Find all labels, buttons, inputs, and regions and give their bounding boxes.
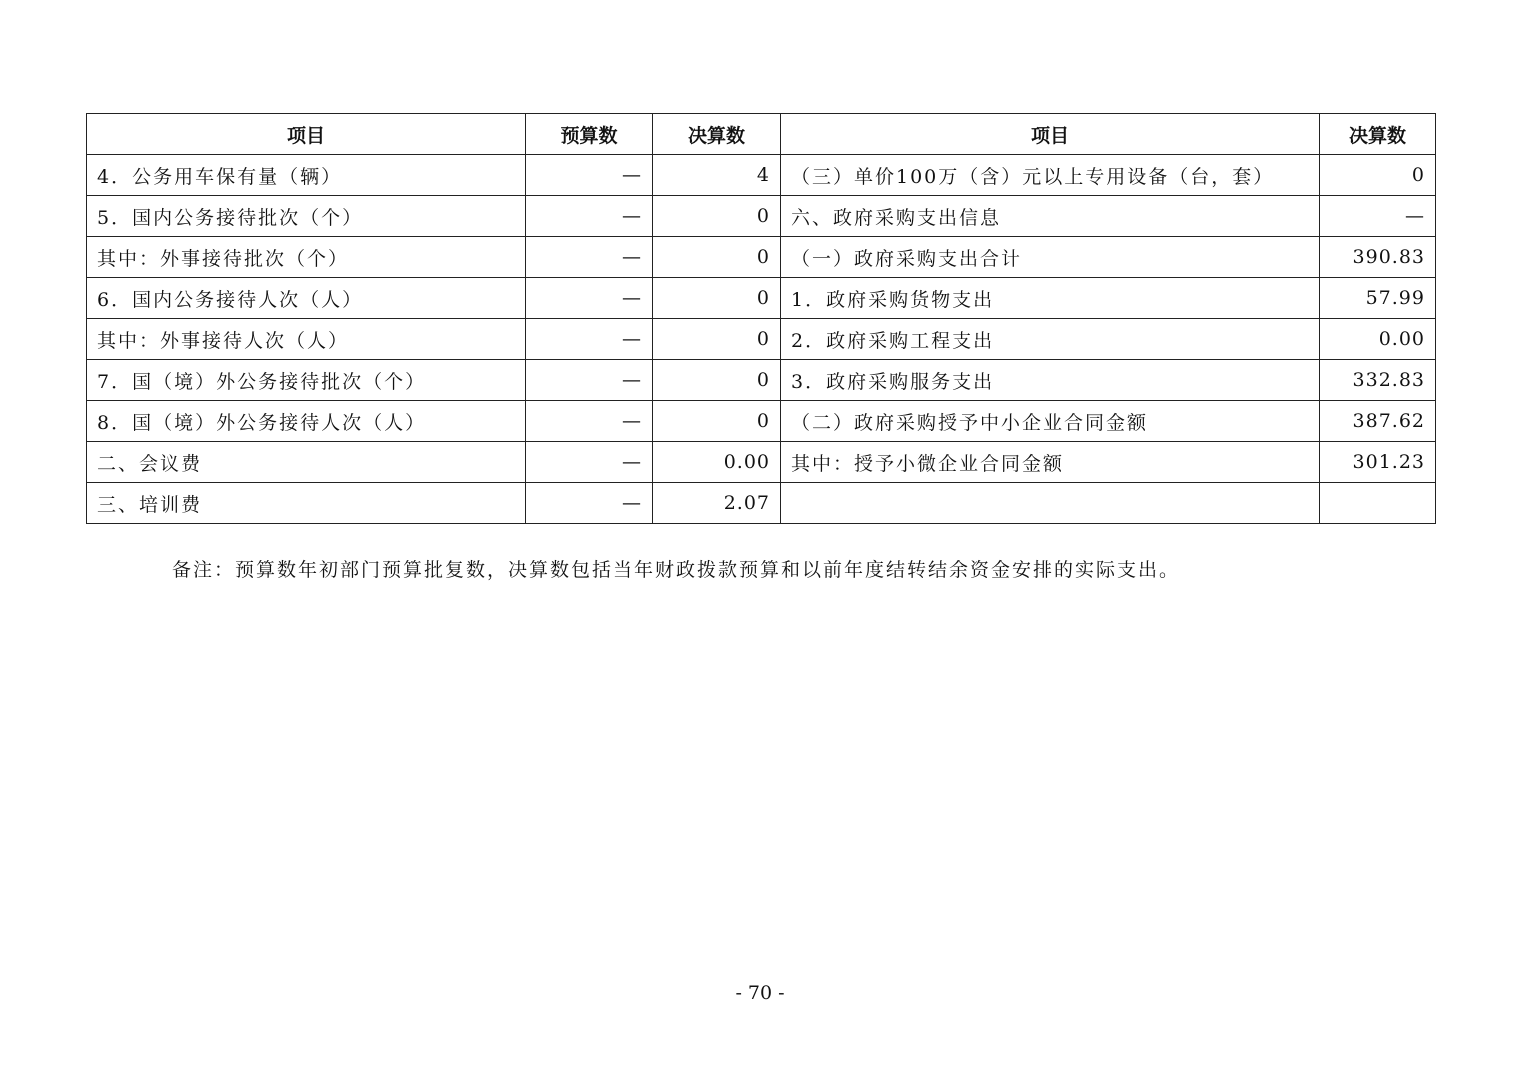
right-item-cell: 1．政府采购货物支出 (781, 278, 1320, 319)
final-cell: 0 (653, 237, 781, 278)
budget-cell: — (526, 483, 653, 524)
final-cell: 0 (653, 319, 781, 360)
left-item-cell: 5．国内公务接待批次（个） (87, 196, 526, 237)
final-cell: 4 (653, 155, 781, 196)
right-item-cell: 其中：授予小微企业合同金额 (781, 442, 1320, 483)
table-row (87, 155, 1436, 196)
left-item-cell: 6．国内公务接待人次（人） (87, 278, 526, 319)
final-cell: 0 (653, 278, 781, 319)
right-item-cell: （二）政府采购授予中小企业合同金额 (781, 401, 1320, 442)
budget-table (86, 113, 1436, 524)
left-item-cell: 二、会议费 (87, 442, 526, 483)
final-cell: 2.07 (653, 483, 781, 524)
budget-cell: — (526, 155, 653, 196)
right-final-cell: 0.00 (1320, 319, 1436, 360)
table-row (87, 278, 1436, 319)
left-item-cell: 三、培训费 (87, 483, 526, 524)
table-row (87, 319, 1436, 360)
right-final-cell: 301.23 (1320, 442, 1436, 483)
right-item-cell: 2．政府采购工程支出 (781, 319, 1320, 360)
table-row (87, 237, 1436, 278)
budget-cell: — (526, 401, 653, 442)
right-final-cell (1320, 483, 1436, 524)
right-final-cell: 0 (1320, 155, 1436, 196)
left-item-cell: 8．国（境）外公务接待人次（人） (87, 401, 526, 442)
table-row (87, 442, 1436, 483)
final-cell: 0 (653, 401, 781, 442)
budget-cell: — (526, 319, 653, 360)
right-final-cell: 332.83 (1320, 360, 1436, 401)
right-final-cell: 387.62 (1320, 401, 1436, 442)
left-item-cell: 4．公务用车保有量（辆） (87, 155, 526, 196)
footnote: 备注：预算数年初部门预算批复数，决算数包括当年财政拨款预算和以前年度结转结余资金安排的实际支出。 (172, 559, 1181, 581)
right-final-cell: — (1320, 196, 1436, 237)
table-row (87, 360, 1436, 401)
budget-cell: — (526, 278, 653, 319)
right-final-cell: 390.83 (1320, 237, 1436, 278)
budget-cell: — (526, 360, 653, 401)
right-item-cell (781, 483, 1320, 524)
left-item-cell: 7．国（境）外公务接待批次（个） (87, 360, 526, 401)
right-item-cell: （一）政府采购支出合计 (781, 237, 1320, 278)
header-budget: 预算数 (526, 114, 653, 155)
header-item-left: 项目 (87, 114, 526, 155)
table-row (87, 401, 1436, 442)
left-item-cell: 其中：外事接待批次（个） (87, 237, 526, 278)
right-item-cell: 六、政府采购支出信息 (781, 196, 1320, 237)
right-item-cell: 3．政府采购服务支出 (781, 360, 1320, 401)
table-header-row (87, 114, 1436, 155)
table-row (87, 196, 1436, 237)
header-final-left: 决算数 (653, 114, 781, 155)
budget-cell: — (526, 196, 653, 237)
header-item-right: 项目 (781, 114, 1320, 155)
final-cell: 0 (653, 196, 781, 237)
left-item-cell: 其中：外事接待人次（人） (87, 319, 526, 360)
table-row (87, 483, 1436, 524)
header-final-right: 决算数 (1320, 114, 1436, 155)
right-final-cell: 57.99 (1320, 278, 1436, 319)
right-item-cell: （三）单价100万（含）元以上专用设备（台，套） (781, 155, 1320, 196)
budget-cell: — (526, 442, 653, 483)
page-number: - 70 - (735, 982, 785, 1004)
final-cell: 0 (653, 360, 781, 401)
budget-cell: — (526, 237, 653, 278)
final-cell: 0.00 (653, 442, 781, 483)
